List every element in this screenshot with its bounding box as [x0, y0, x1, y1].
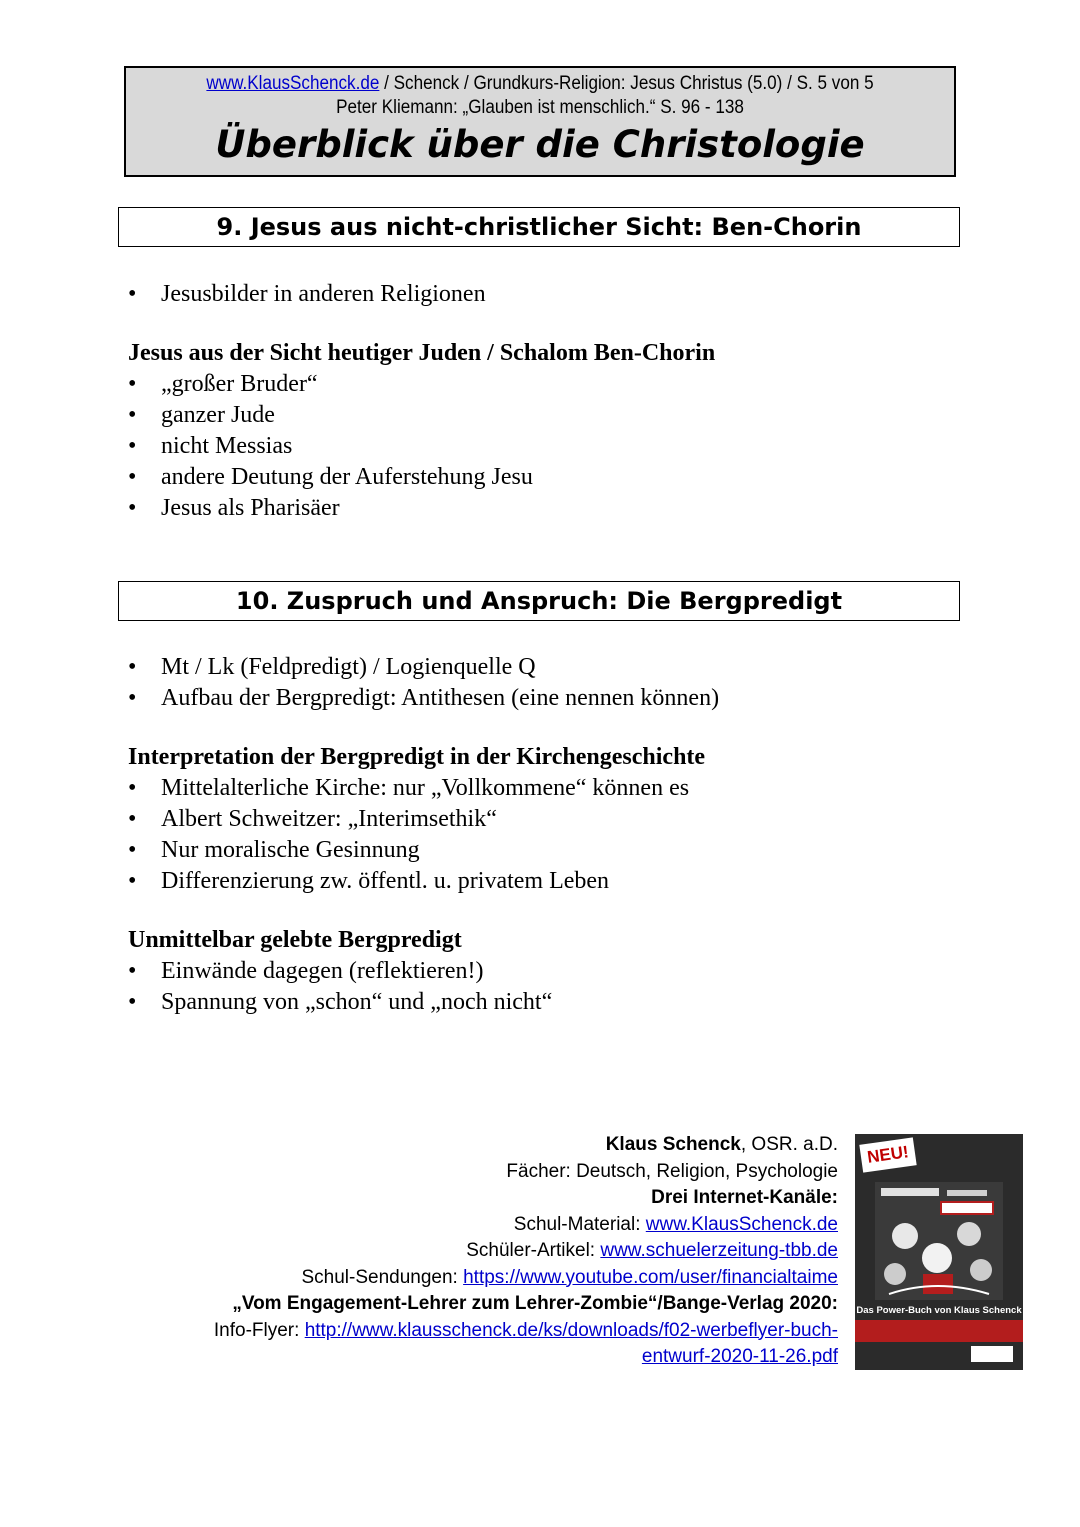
author-name: Klaus Schenck: [605, 1134, 741, 1155]
section-10-intro: [128, 652, 719, 714]
list-item-text: Mittelalterliche Kirche: nur „Vollkommene“ können es: [161, 775, 690, 801]
youtube-link[interactable]: https://www.youtube.com/user/financialtaime: [463, 1266, 838, 1288]
list-item: [128, 369, 715, 400]
list-item: [128, 279, 486, 310]
bullet-icon: •: [128, 868, 137, 894]
schueler-artikel-line: Schüler-Artikel: www.schuelerzeitung-tbb.de: [466, 1240, 838, 1261]
section-10-group-2: [128, 925, 552, 1018]
schul-material-link[interactable]: www.KlausSchenck.de: [645, 1213, 838, 1235]
section-9-intro: [128, 279, 486, 310]
list-item-text: Albert Schweitzer: „Interimsethik“: [161, 806, 497, 832]
header-line-2: Peter Kliemann: „Glauben ist menschlich.“ S. 96 - 138: [336, 97, 744, 118]
flyer-link[interactable]: http://www.klausschenck.de/ks/downloads/f02-werbeflyer-buch-: [304, 1319, 838, 1341]
bullet-list: [128, 773, 705, 897]
list-item: [128, 835, 705, 866]
section-10-group-1: [128, 742, 705, 897]
header-box: [124, 66, 956, 177]
list-item: [128, 431, 715, 462]
book-illustration: [869, 1174, 1009, 1304]
list-item-text: Mt / Lk (Feldpredigt) / Logienquelle Q: [161, 654, 536, 680]
list-item-text: Nur moralische Gesinnung: [161, 837, 420, 863]
list-item-text: Jesusbilder in anderen Religionen: [161, 281, 486, 307]
book-caption: Das Power-Buch von Klaus Schenck: [856, 1305, 1022, 1316]
bullet-icon: •: [128, 654, 137, 680]
list-item: [128, 400, 715, 431]
bullet-list: [128, 956, 552, 1018]
bullet-icon: •: [128, 402, 137, 428]
list-item: [128, 493, 715, 524]
list-item-text: nicht Messias: [161, 433, 293, 459]
bullet-icon: •: [128, 775, 137, 801]
page-title: Überblick über die Christologie: [215, 123, 865, 166]
list-item: [128, 773, 705, 804]
list-item-text: Differenzierung zw. öffentl. u. privatem Leben: [161, 868, 610, 894]
list-item-text: Spannung von „schon“ und „noch nicht“: [161, 989, 553, 1015]
bullet-icon: •: [128, 806, 137, 832]
bullet-list: [128, 279, 486, 310]
bullet-icon: •: [128, 989, 137, 1015]
author-line: [214, 1132, 838, 1159]
list-item: [128, 462, 715, 493]
bullet-list: [128, 369, 715, 524]
schul-sendungen-line: Schul-Sendungen: https://www.youtube.com/user/financialtaime: [301, 1266, 838, 1288]
list-item: [128, 683, 719, 714]
schul-material-line: Schul-Material: www.KlausSchenck.de: [513, 1213, 838, 1235]
list-item: [128, 987, 552, 1018]
list-item-text: Jesus als Pharisäer: [161, 495, 340, 521]
bullet-list: [128, 652, 719, 714]
list-item: [128, 956, 552, 987]
site-link[interactable]: www.KlausSchenck.de: [206, 73, 380, 94]
subjects-line: Fächer: Deutsch, Religion, Psychologie: [506, 1160, 838, 1182]
list-item-text: Einwände dagegen (reflektieren!): [161, 958, 484, 984]
author-title: , OSR. a.D.: [740, 1134, 838, 1155]
flyer-link-continued[interactable]: entwurf-2020-11-26.pdf: [641, 1346, 838, 1367]
bullet-icon: •: [128, 281, 137, 307]
header-line-1-text: / Schenck / Grundkurs-Religion: Jesus Christus (5.0) / S. 5 von 5: [379, 73, 874, 94]
list-item: [128, 804, 705, 835]
book-red-bar: [855, 1320, 1023, 1342]
section-9-heading: 9. Jesus aus nicht-christlicher Sicht: Ben-Chorin: [118, 207, 960, 247]
bullet-icon: •: [128, 433, 137, 459]
bullet-icon: •: [128, 837, 137, 863]
list-item-text: andere Deutung der Auferstehung Jesu: [161, 464, 533, 490]
bullet-icon: •: [128, 685, 137, 711]
sub-heading: Interpretation der Bergpredigt in der Kirchengeschichte: [128, 744, 706, 770]
flyer-line: Info-Flyer: http://www.klausschenck.de/ks/downloads/f02-werbeflyer-buch-: [213, 1319, 838, 1341]
list-item-text: „großer Bruder“: [161, 371, 318, 397]
section-9-group: [128, 338, 715, 524]
schueler-artikel-link[interactable]: www.schuelerzeitung-tbb.de: [600, 1240, 838, 1261]
list-item: [128, 866, 705, 897]
list-item-text: Aufbau der Bergpredigt: Antithesen (eine nennen können): [161, 685, 720, 711]
section-10-heading: 10. Zuspruch und Anspruch: Die Bergpredigt: [118, 581, 960, 621]
barcode-icon: [971, 1346, 1013, 1362]
bullet-icon: •: [128, 495, 137, 521]
header-line-1: [167, 72, 912, 96]
sub-heading: Unmittelbar gelebte Bergpredigt: [128, 927, 462, 953]
book-cover-image: [855, 1134, 1023, 1370]
sub-heading: Jesus aus der Sicht heutiger Juden / Schalom Ben-Chorin: [128, 340, 716, 366]
list-item-text: ganzer Jude: [161, 402, 275, 428]
author-footer: [214, 1132, 838, 1371]
new-badge: NEU!: [859, 1137, 916, 1172]
bullet-icon: •: [128, 371, 137, 397]
flyer-line-2: [214, 1344, 838, 1371]
bullet-icon: •: [128, 464, 137, 490]
list-item: [128, 652, 719, 683]
book-title-line: „Vom Engagement-Lehrer zum Lehrer-Zombie“/Bange-Verlag 2020:: [232, 1293, 838, 1314]
channels-heading: Drei Internet-Kanäle:: [651, 1187, 838, 1208]
bullet-icon: •: [128, 958, 137, 984]
